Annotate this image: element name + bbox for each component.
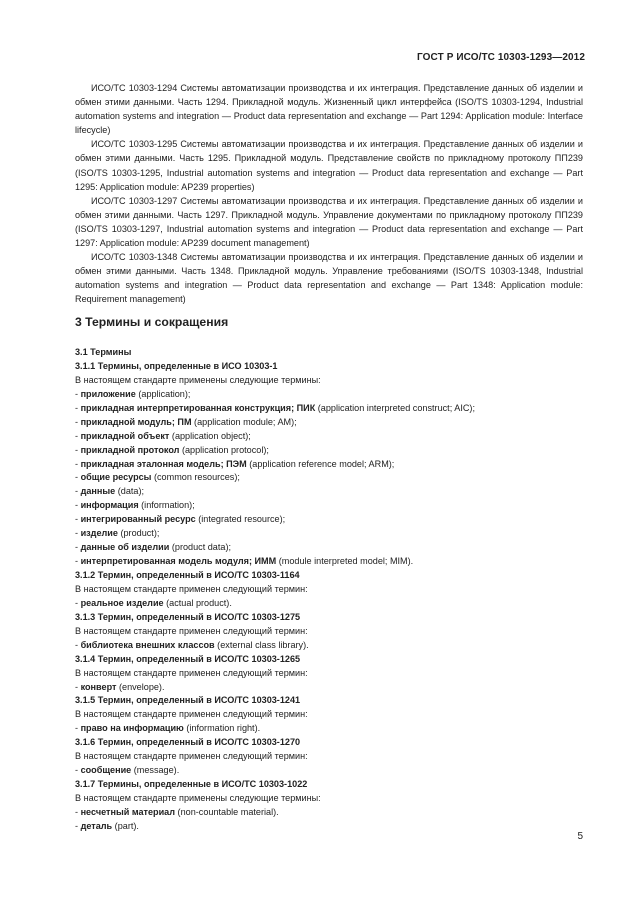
reference-entry: ИСО/ТС 10303-1294 Системы автоматизации производства и их интеграция. Представление данных об изделии и обмен этими данными. Часть 1294. Прикладной модуль. Жизненный цикл интерфейса (ISO/TS 10303-1294, Industrial automation systems and integration — Product data representation and exchange — Part 1294: Application module: Interface lifecycle) xyxy=(75,83,583,136)
term-translation: (information right). xyxy=(183,723,261,734)
subsection-heading xyxy=(75,736,583,750)
term-name: изделие xyxy=(80,528,118,539)
page-number: 5 xyxy=(577,831,583,842)
body-text: В настоящем стандарте применен следующий термин: xyxy=(75,709,308,720)
section-title: 3 Термины и сокращения xyxy=(75,315,229,329)
term-translation: (actual product). xyxy=(163,597,232,608)
term-translation: (common resources); xyxy=(151,472,240,483)
term-item xyxy=(75,416,583,430)
body-text: В настоящем стандарте применен следующий термин: xyxy=(75,667,308,678)
term-translation: (information); xyxy=(138,500,195,511)
reference-entry: ИСО/ТС 10303-1348 Системы автоматизации производства и их интеграция. Представление данных об изделии и обмен этими данными. Часть 1348. Прикладной модуль. Управление требованиями (ISO/TS 10303-1348, Industrial automation systems and integration — Product data representation and exchange — Part 1348: Application module: Requirement management) xyxy=(75,252,583,305)
body-text: В настоящем стандарте применены следующие термины: xyxy=(75,374,321,385)
term-item xyxy=(75,499,583,513)
term-item xyxy=(75,402,583,416)
term-name: конверт xyxy=(80,681,117,692)
term-name: прикладной объект xyxy=(80,430,170,441)
term-item xyxy=(75,471,583,485)
term-item xyxy=(75,430,583,444)
term-name: общие ресурсы xyxy=(80,472,152,483)
heading-text: 3.1.4 Термин, определенный в ИСО/ТС 10303-1265 xyxy=(75,653,301,664)
heading-text: 3.1.3 Термин, определенный в ИСО/ТС 10303-1275 xyxy=(75,611,301,622)
subsection-heading xyxy=(75,778,583,792)
subsection-heading xyxy=(75,653,583,667)
term-translation: (module interpreted model; MIM). xyxy=(276,556,414,567)
term-translation: (data); xyxy=(115,486,145,497)
heading-text: 3.1.1 Термины, определенные в ИСО 10303-1 xyxy=(75,360,278,371)
heading-text: 3.1.2 Термин, определенный в ИСО/ТС 10303-1164 xyxy=(75,570,300,580)
term-translation: (application module; AM); xyxy=(191,416,297,427)
list-dash: - xyxy=(75,639,81,650)
normative-references xyxy=(75,81,583,307)
list-dash: - xyxy=(75,486,81,497)
term-item xyxy=(75,681,583,695)
term-name: прикладной протокол xyxy=(80,444,180,455)
term-translation: (external class library). xyxy=(214,639,309,650)
subsection-heading xyxy=(75,360,583,374)
term-item xyxy=(75,527,583,541)
term-item xyxy=(75,639,583,653)
list-dash: - xyxy=(75,388,81,399)
term-name: несчетный материал xyxy=(80,806,176,817)
body-text: В настоящем стандарте применен следующий термин: xyxy=(75,625,308,636)
list-dash: - xyxy=(75,765,81,776)
term-name: информация xyxy=(80,500,139,511)
heading-text: 3.1 Термины xyxy=(75,347,132,357)
term-item xyxy=(75,764,583,778)
list-dash: - xyxy=(75,472,81,483)
term-translation: (non-countable material). xyxy=(175,806,279,817)
intro-text xyxy=(75,667,583,681)
list-dash: - xyxy=(75,597,81,608)
list-dash: - xyxy=(75,556,81,567)
subsection-heading xyxy=(75,346,583,360)
body-text: В настоящем стандарте применен следующий термин: xyxy=(75,583,308,594)
term-item xyxy=(75,458,583,472)
list-dash: - xyxy=(75,458,81,469)
term-name: библиотека внешних классов xyxy=(80,639,215,650)
subsection-heading xyxy=(75,694,583,708)
term-name: право на информацию xyxy=(80,723,184,734)
intro-text xyxy=(75,583,583,597)
term-item xyxy=(75,444,583,458)
term-item xyxy=(75,388,583,402)
intro-text xyxy=(75,708,583,722)
list-dash: - xyxy=(75,402,81,413)
list-dash: - xyxy=(75,430,81,441)
list-dash: - xyxy=(75,416,81,427)
list-dash: - xyxy=(75,500,81,511)
term-name: данные об изделии xyxy=(80,542,170,553)
term-name: интегрированный ресурс xyxy=(80,514,196,525)
heading-text: 3.1.7 Термины, определенные в ИСО/ТС 10303-1022 xyxy=(75,779,308,790)
term-item xyxy=(75,820,583,834)
list-dash: - xyxy=(75,723,81,734)
list-dash: - xyxy=(75,514,81,525)
intro-text xyxy=(75,374,583,388)
reference-entry: ИСО/ТС 10303-1297 Системы автоматизации производства и их интеграция. Представление данных об изделии и обмен этими данными. Часть 1297. Прикладной модуль. Управление документами по прикладному протоколу ПП239 (ISO/TS 10303-1297, Industrial automation systems and integration — Product data representation and exchange — Part 1297: Application module: AP239 document management) xyxy=(75,195,583,249)
term-translation: (envelope). xyxy=(116,681,165,692)
term-translation: (application interpreted construct; AIC); xyxy=(315,402,475,413)
body-text: В настоящем стандарте применен следующий термин: xyxy=(75,751,308,762)
term-translation: (application protocol); xyxy=(179,444,269,455)
list-dash: - xyxy=(75,542,81,553)
term-translation: (part). xyxy=(112,820,139,831)
heading-text: 3.1.6 Термин, определенный в ИСО/ТС 10303-1270 xyxy=(75,737,301,748)
subsection-heading xyxy=(75,569,583,583)
term-item xyxy=(75,541,583,555)
term-name: приложение xyxy=(80,388,136,399)
term-name: прикладная интерпретированная конструкция; ПИК xyxy=(80,402,316,413)
list-dash: - xyxy=(75,528,81,539)
term-name: прикладная эталонная модель; ПЭМ xyxy=(80,458,247,469)
term-name: деталь xyxy=(80,820,113,831)
list-dash: - xyxy=(75,444,81,455)
terms-list xyxy=(75,346,583,834)
term-item xyxy=(75,806,583,820)
term-item xyxy=(75,513,583,527)
list-dash: - xyxy=(75,806,81,817)
intro-text xyxy=(75,792,583,806)
term-name: интерпретированная модель модуля; ИММ xyxy=(80,556,277,567)
term-translation: (application object); xyxy=(169,430,251,441)
term-item xyxy=(75,597,583,611)
term-name: сообщение xyxy=(80,765,132,776)
reference-entry: ИСО/ТС 10303-1295 Системы автоматизации производства и их интеграция. Представление данных об изделии и обмен этими данными. Часть 1295. Прикладной модуль. Представление свойств по прикладному протоколу ПП239 (ISO/TS 10303-1295, Industrial automation systems and integration — Product data representation and exchange — Part 1295: Application module: AP239 properties) xyxy=(75,139,583,192)
term-item xyxy=(75,555,583,569)
term-name: данные xyxy=(80,486,116,497)
list-dash: - xyxy=(75,820,81,831)
heading-text: 3.1.5 Термин, определенный в ИСО/ТС 10303-1241 xyxy=(75,695,301,706)
term-item xyxy=(75,722,583,736)
subsection-heading xyxy=(75,611,583,625)
document-header: ГОСТ Р ИСО/ТС 10303-1293—2012 xyxy=(417,52,585,63)
term-translation: (application); xyxy=(135,388,191,399)
body-text: В настоящем стандарте применены следующие термины: xyxy=(75,793,321,803)
term-translation: (product data); xyxy=(169,542,231,553)
term-name: реальное изделие xyxy=(80,597,164,608)
intro-text xyxy=(75,750,583,764)
term-translation: (message). xyxy=(131,765,180,776)
list-dash: - xyxy=(75,681,81,692)
term-item xyxy=(75,485,583,499)
intro-text xyxy=(75,625,583,639)
term-name: прикладной модуль; ПМ xyxy=(80,416,192,427)
term-translation: (integrated resource); xyxy=(195,514,286,525)
term-translation: (application reference model; ARM); xyxy=(246,458,395,469)
term-translation: (product); xyxy=(117,528,160,539)
